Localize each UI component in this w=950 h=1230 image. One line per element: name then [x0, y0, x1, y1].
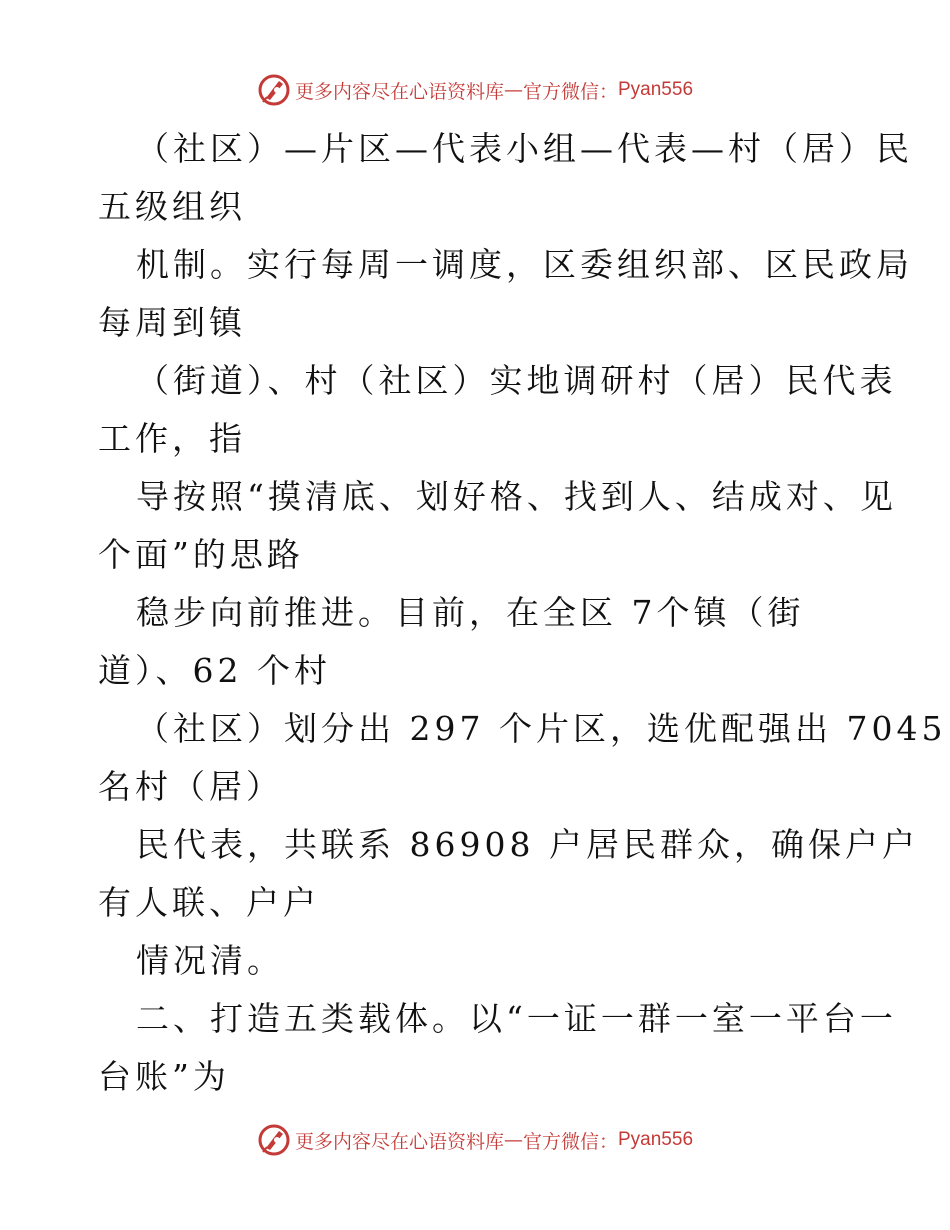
text-line: 民代表，共联系 86908 户居民群众，确保户户: [136, 825, 919, 864]
header-watermark: [0, 70, 950, 110]
text-line: 机制。实行每周一调度，区委组织部、区民政局: [136, 245, 913, 284]
text-line: 有人联、户户: [98, 883, 320, 922]
quill-pen-logo-icon: [257, 73, 291, 107]
text-line: （社区）划分出 297 个片区，选优配强出 7045: [136, 709, 947, 748]
text-line: 道）、62 个村: [98, 651, 331, 690]
footer-watermark: [0, 1120, 950, 1160]
watermark-separator: —: [503, 1129, 523, 1151]
quill-pen-logo-icon: [257, 1123, 291, 1157]
watermark-id: Pyan556: [618, 1129, 694, 1150]
text-line: 每周到镇: [98, 303, 246, 342]
text-line: 稳步向前推进。目前，在全区 7个镇（街: [136, 593, 805, 632]
watermark-contact: 官方微信：: [522, 1130, 618, 1153]
text-line: 工作，指: [98, 419, 246, 458]
text-line: 二、打造五类载体。以“一证一群一室一平台一: [136, 999, 897, 1038]
watermark-brand: 更多内容尽在心语资料库: [294, 1130, 504, 1153]
watermark-brand: 更多内容尽在心语资料库: [294, 80, 504, 103]
text-line: （街道）、村（社区）实地调研村（居）民代表: [136, 361, 897, 400]
text-line: （社区）—片区—代表小组—代表—村（居）民: [136, 129, 913, 168]
text-line: 导按照“摸清底、划好格、找到人、结成对、见: [136, 477, 897, 516]
text-line: 台账”为: [98, 1057, 230, 1096]
text-line: 五级组织: [98, 187, 246, 226]
text-line: 情况清。: [136, 941, 284, 980]
body-text: [98, 120, 947, 1106]
watermark-separator: —: [503, 79, 523, 101]
watermark-contact: 官方微信：: [522, 80, 618, 103]
text-line: 个面”的思路: [98, 535, 304, 574]
text-line: 名村（居）: [98, 767, 283, 806]
watermark-id: Pyan556: [618, 79, 694, 100]
